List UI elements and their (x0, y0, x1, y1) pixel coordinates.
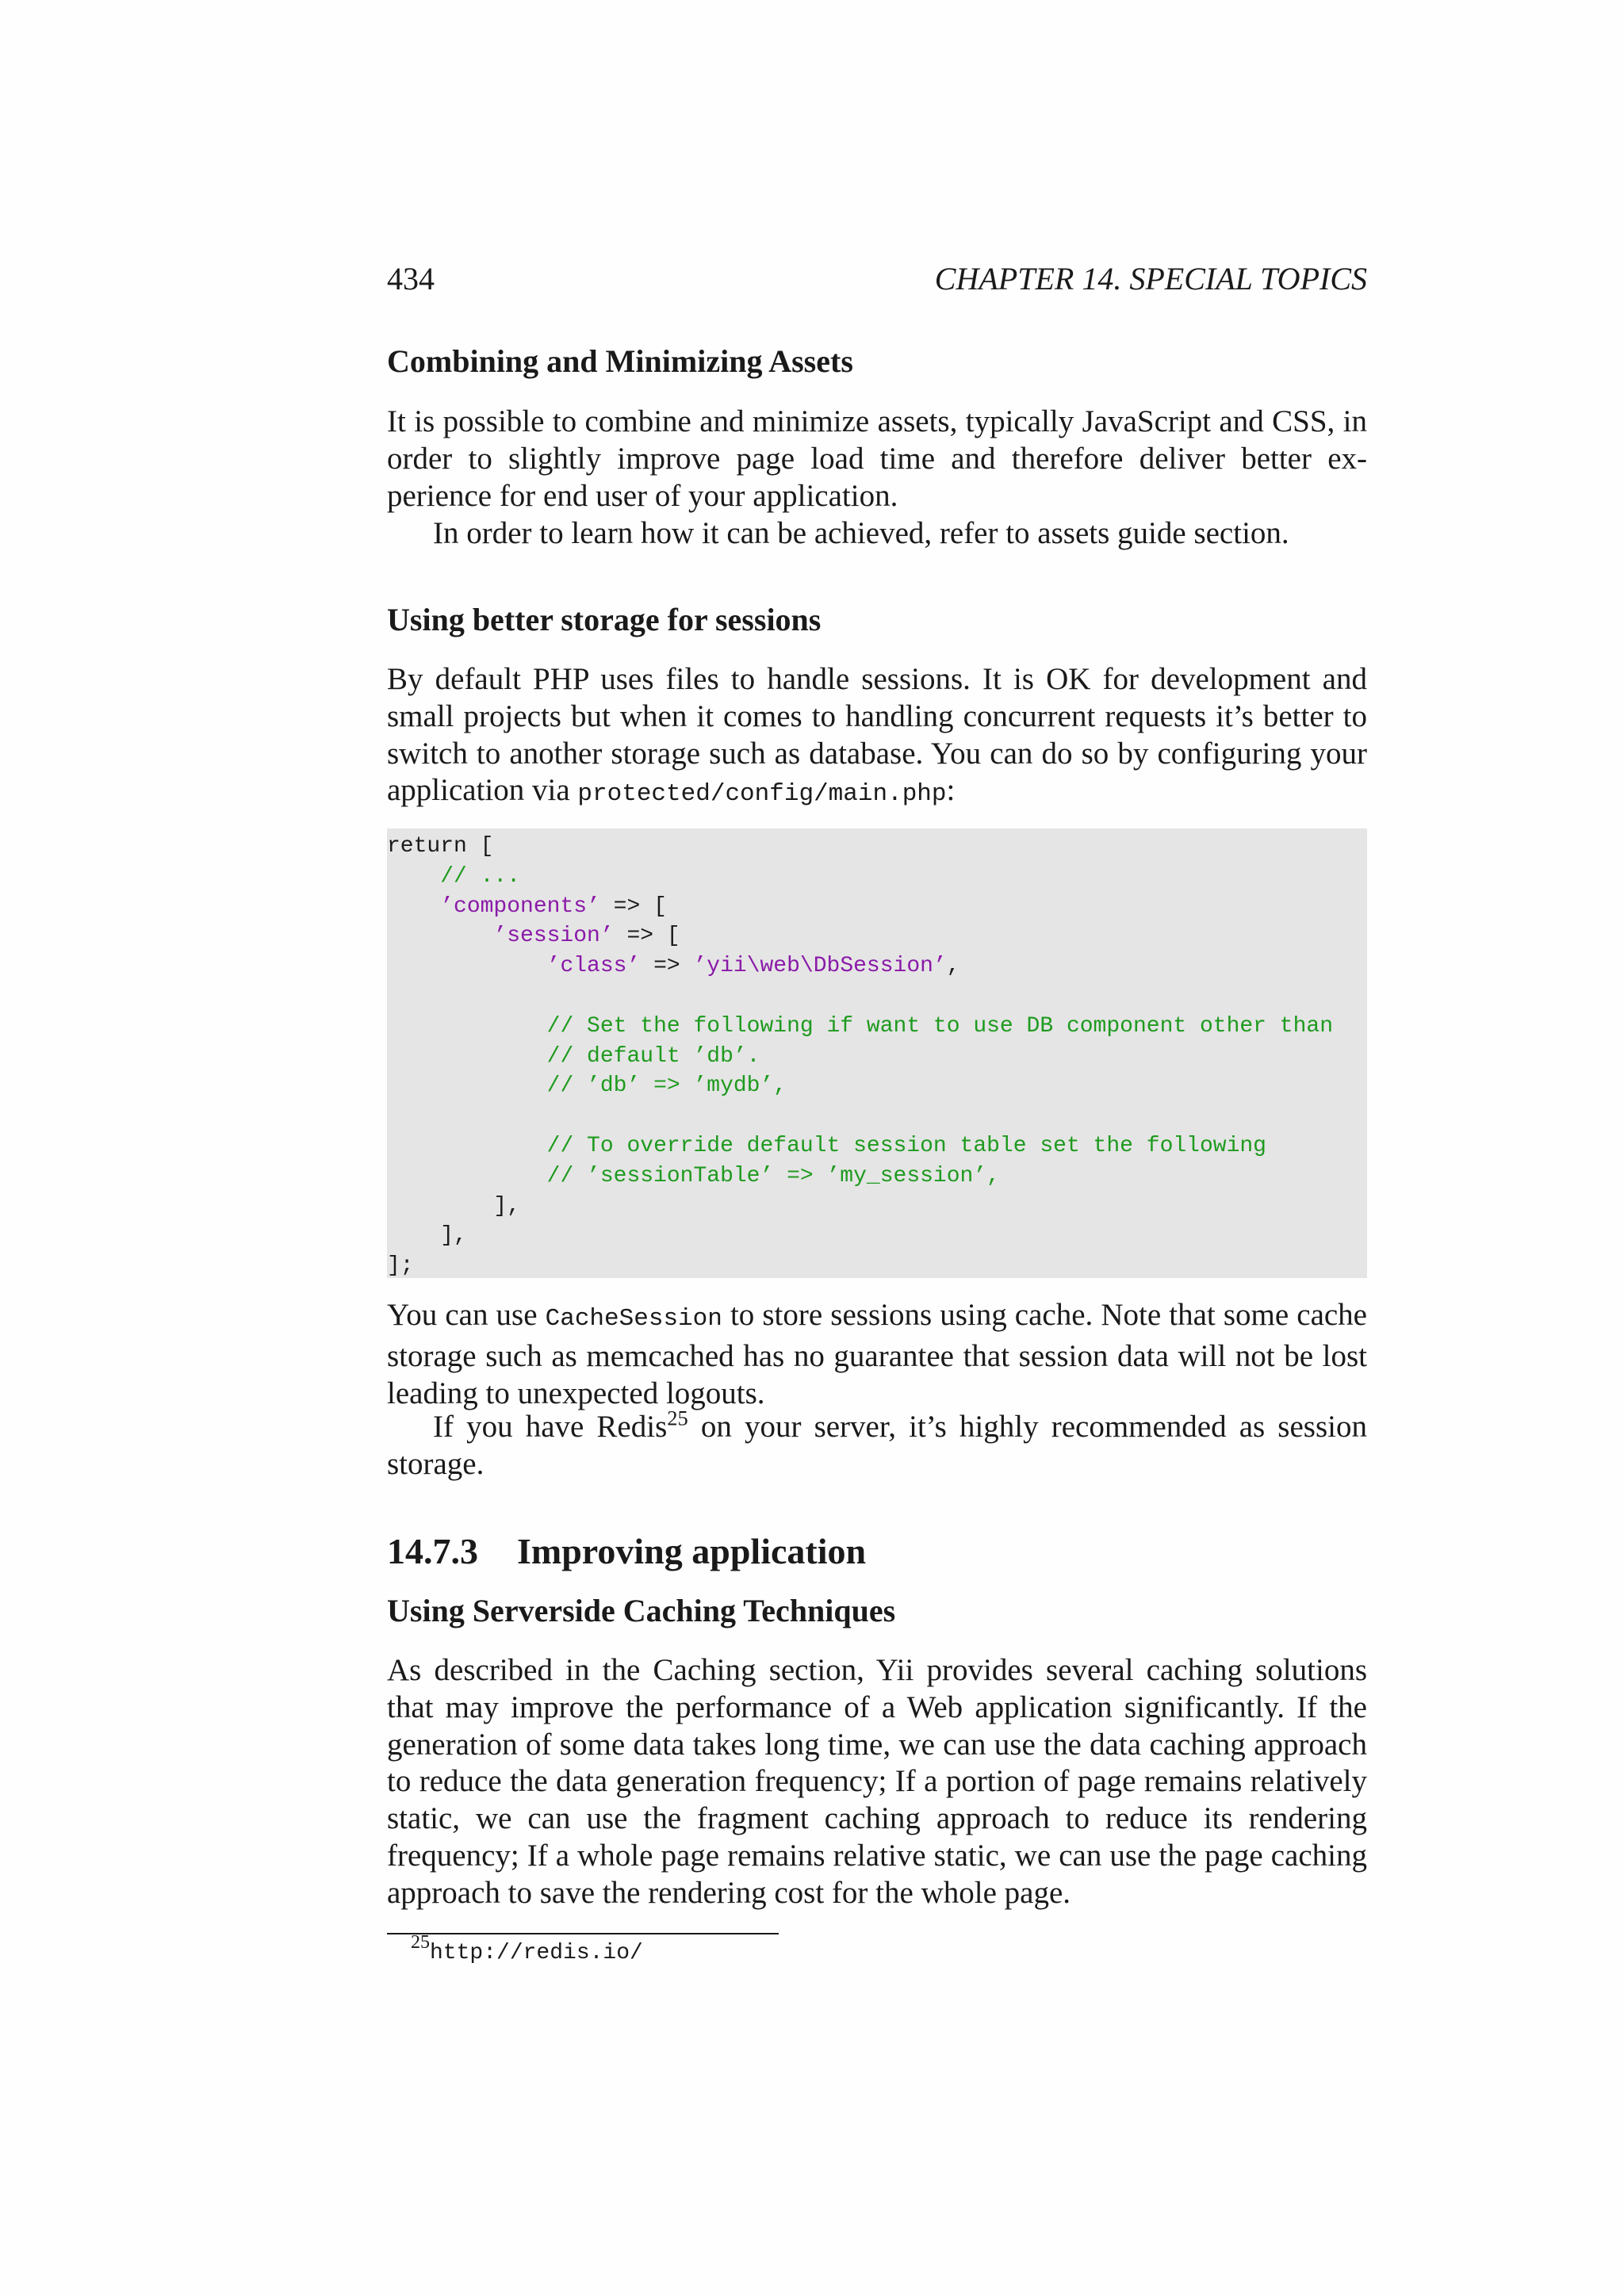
code-line (387, 892, 667, 922)
code-comment: // To override default session table set the following (546, 1134, 1266, 1158)
code-token: ]; (387, 1253, 414, 1279)
footnote-rule (387, 1933, 779, 1934)
heading-combining-assets: Combining and Minimizing Assets (387, 343, 853, 379)
config-path: protected/config/main.php (577, 780, 947, 809)
code-line (387, 1042, 760, 1072)
heading-session-storage: Using better storage for sessions (387, 602, 822, 637)
code-line (387, 1221, 467, 1251)
section-title: Improving application (517, 1531, 867, 1571)
paragraph-combining-2: In order to learn how it can be achieved, refer to assets guide section. (433, 516, 1289, 550)
paragraph-redis: If you have Redis$^{25}$ on your server, it’s highly recommended as session storage. (387, 1406, 1367, 1481)
code-comment: // ’db’ => ’mydb’, (546, 1073, 787, 1099)
paragraph-caching: As described in the Caching section, Yii provides several caching solutions that may improve the performance of a Web application significantly. If the generation of some data takes long time, we can use the data caching approach to reduce the data generation frequency; If a portion of page remains relatively static, we can use the fragment caching approach to reduce its rendering frequency; If a whole page remains relative static, we can use the page caching approach to save the rendering cost for the whole page. (387, 1653, 1367, 1910)
section-number: 14.7.3 (387, 1531, 478, 1571)
paragraph-combining-1: It is possible to combine and minimize assets, typically JavaScript and CSS, in order to slightly improve page load time and therefore deliver better experience for end user of your application. (387, 404, 1367, 513)
code-token: ], (493, 1193, 521, 1219)
code-line (387, 1251, 414, 1281)
code-token: => [ (599, 894, 667, 919)
code-block (387, 828, 1367, 1278)
footnote (411, 1931, 643, 1969)
code-line (387, 1071, 787, 1101)
code-token: => [ (613, 924, 680, 949)
code-string: ’class’ (546, 954, 641, 979)
code-line (387, 862, 520, 892)
code-token: , (946, 954, 960, 979)
code-string: ’components’ (440, 894, 600, 919)
code-comment: // ’sessionTable’ => ’my_session’, (546, 1163, 1000, 1188)
paragraph-sessions-1: By default PHP uses files to handle sessions. It is OK for development and small projects but when it comes to handling concurrent requests it’s better to switch to another storage such as database. You can do so by configuring your application via protected/config/main.php: (387, 662, 1367, 809)
code-token: return [ (387, 834, 494, 859)
section-heading-improving (387, 1528, 866, 1575)
footnote-link[interactable]: http://redis.io/ (430, 1941, 643, 1965)
code-line (387, 1161, 1000, 1192)
code-token: => (640, 954, 694, 979)
chapter-title: CHAPTER 14. SPECIAL TOPICS (934, 261, 1367, 297)
code-line (387, 1192, 520, 1222)
code-line (387, 921, 680, 951)
cache-session-class: CacheSession (545, 1305, 722, 1333)
heading-serverside-caching: Using Serverside Caching Techniques (387, 1593, 896, 1628)
footnote-number: 25 (411, 1931, 430, 1953)
code-token: ], (440, 1223, 467, 1249)
footnote-mark: 25 (667, 1406, 688, 1430)
code-line (387, 1012, 1333, 1042)
code-string: ’session’ (493, 924, 614, 949)
page-number: 434 (387, 261, 435, 297)
code-comment: // ... (440, 863, 521, 889)
code-line (387, 951, 960, 982)
code-string: ’yii\web\DbSession’ (693, 954, 947, 979)
code-comment: // default ’db’. (546, 1043, 760, 1069)
code-line (387, 832, 493, 862)
code-comment: // Set the following if want to use DB component other than (546, 1013, 1334, 1039)
code-line (387, 1131, 1266, 1161)
paragraph-cache-session: You can use CacheSession to store sessions using cache. Note that some cache storage such as memcached has no guarantee that session data will not be lost leading to unexpected logouts. (387, 1298, 1367, 1410)
